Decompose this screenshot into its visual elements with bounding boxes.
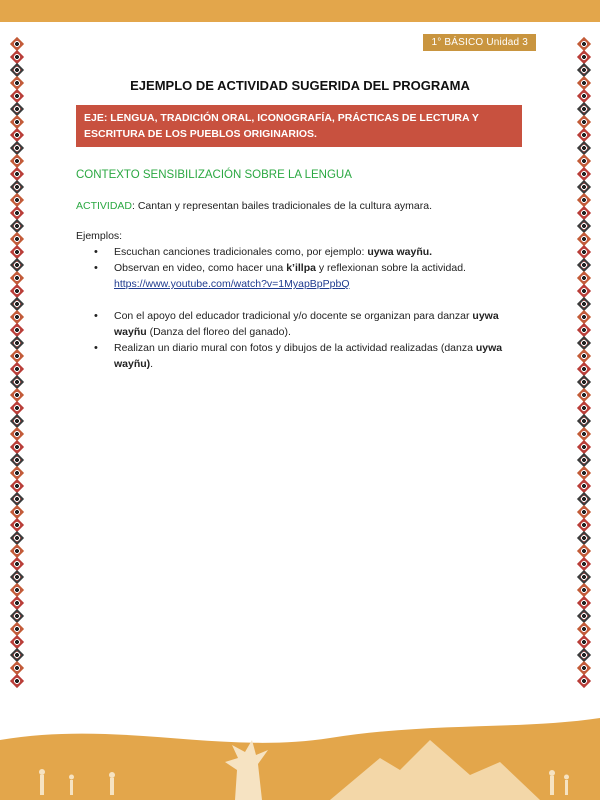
item-bold-text: uywa wayñu) <box>114 342 503 370</box>
activity-line <box>76 200 432 212</box>
list-item <box>76 260 526 292</box>
item-bold-text: uywa wayñu <box>114 310 499 338</box>
list-item <box>76 308 526 340</box>
page-title: EJEMPLO DE ACTIVIDAD SUGERIDA DEL PROGRAMA <box>130 78 470 93</box>
list-item <box>76 340 526 372</box>
item-text: Realizan un diario mural con fotos y dibujos de la actividad realizadas (danza <box>114 342 476 354</box>
border-motif <box>10 674 24 688</box>
activity-text: : Cantan y representan bailes tradicionales de la cultura aymara. <box>132 200 433 212</box>
list-item <box>76 244 526 260</box>
item-text-end: y reflexionan sobre la actividad. <box>315 262 466 274</box>
examples-label: Ejemplos: <box>76 230 123 242</box>
eje-banner: EJE: LENGUA, TRADICIÓN ORAL, ICONOGRAFÍA, PRÁCTICAS DE LECTURA Y ESCRITURA DE LOS PUEBLOS ORIGINARIOS. <box>76 105 522 147</box>
item-text-end: (Danza del floreo del ganado). <box>146 326 291 338</box>
context-heading: CONTEXTO SENSIBILIZACIÓN SOBRE LA LENGUA <box>76 169 352 181</box>
top-bar <box>0 0 600 22</box>
item-text: Escuchan canciones tradicionales como, por ejemplo: <box>114 246 368 258</box>
left-decorative-border <box>10 38 24 718</box>
item-bold-text: k’illpa <box>286 262 316 274</box>
youtube-link[interactable]: https://www.youtube.com/watch?v=1MyapBpPpbQ <box>114 278 350 290</box>
right-decorative-border <box>577 38 591 718</box>
activity-label: ACTIVIDAD <box>76 200 133 212</box>
item-bold-text: uywa wayñu. <box>367 246 433 258</box>
item-text: Observan en video, como hacer una <box>114 262 287 274</box>
examples-list <box>76 240 526 372</box>
item-text-end: . <box>150 358 154 370</box>
border-motif <box>577 674 591 688</box>
item-text: Con el apoyo del educador tradicional y/o docente se organizan para danzar <box>114 310 473 322</box>
unit-badge: 1° BÁSICO Unidad 3 <box>423 34 536 51</box>
footer-landscape-illustration <box>0 700 600 800</box>
